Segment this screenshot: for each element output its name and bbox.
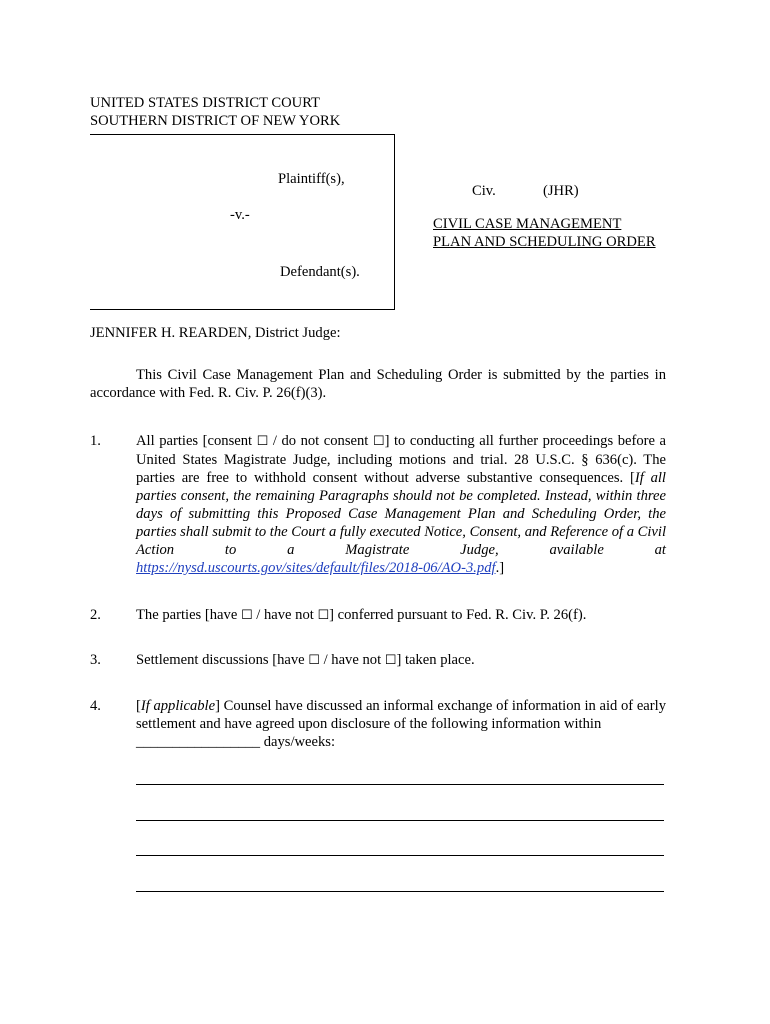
p4-open: [ <box>136 698 141 714</box>
judge-line: JENNIFER H. REARDEN, District Judge: <box>90 325 341 341</box>
days-blank-field[interactable]: _________________ <box>136 734 261 750</box>
p3-text-a: Settlement discussions [have <box>136 652 309 668</box>
p2-text-c: ] conferred pursuant to Fed. R. Civ. P. 26(f). <box>329 607 587 623</box>
paragraph-number-4: 4. <box>90 698 101 714</box>
p4-days-label: days/weeks: <box>260 734 336 750</box>
p3-text-b: / have not <box>319 652 385 668</box>
paragraph-number-3: 3. <box>90 652 101 668</box>
paragraph-number-1: 1. <box>90 433 101 449</box>
versus-label: -v.- <box>230 207 250 223</box>
p1-end: .] <box>495 560 505 576</box>
paragraph-3 <box>136 651 666 670</box>
p1-text-a: All parties [consent <box>136 433 257 449</box>
consent-checkbox[interactable]: ☐ <box>256 434 269 449</box>
conferred-have-not-checkbox[interactable]: ☐ <box>317 608 330 623</box>
p1-text-c: ] to conducting all further proceedings before a United States Magistrate Judge, including motions and trial. 28 U.S.C. § 636(c). The parties are free to withhold consent without adverse substantive consequences. [ <box>136 433 666 486</box>
p2-text-a: The parties [have <box>136 607 241 623</box>
paragraph-4 <box>136 697 666 751</box>
p2-text-b: / have not <box>252 607 318 623</box>
p1-italic-note: If all parties consent, the remaining Paragraphs should not be completed. Instead, within three days of submitting this Proposed Case Management Plan and Scheduling Order, the parties shall submit to the Court a fully executed Notice, Consent, and Reference of a Civil Action to a Magistrate Judge, available at <box>136 470 667 558</box>
paragraph-2 <box>136 606 666 625</box>
settlement-have-not-checkbox[interactable]: ☐ <box>384 653 397 668</box>
plaintiff-label: Plaintiff(s), <box>278 171 345 187</box>
disclosure-blank-line-3[interactable] <box>136 855 664 856</box>
disclosure-blank-line-1[interactable] <box>136 784 664 785</box>
settlement-have-checkbox[interactable]: ☐ <box>308 653 320 668</box>
intro-paragraph: This Civil Case Management Plan and Scheduling Order is submitted by the parties in accordance with Fed. R. Civ. P. 26(f)(3). <box>90 367 666 401</box>
conferred-have-checkbox[interactable]: ☐ <box>240 608 253 623</box>
disclosure-blank-line-4[interactable] <box>136 891 664 892</box>
no-consent-checkbox[interactable]: ☐ <box>372 434 385 449</box>
p3-text-c: ] taken place. <box>396 652 475 668</box>
civ-label: Civ. <box>472 183 496 199</box>
court-name: UNITED STATES DISTRICT COURT <box>90 95 320 111</box>
ao3-form-link[interactable]: https://nysd.uscourts.gov/sites/default/files/2018-06/AO-3.pdf <box>136 560 496 576</box>
judge-code: (JHR) <box>543 183 579 199</box>
doc-title-line2: PLAN AND SCHEDULING ORDER <box>433 234 656 250</box>
p4-italic: If applicable <box>140 698 216 714</box>
disclosure-blank-line-2[interactable] <box>136 820 664 821</box>
defendant-label: Defendant(s). <box>280 264 360 280</box>
p1-text-b: / do not consent <box>268 433 373 449</box>
court-district: SOUTHERN DISTRICT OF NEW YORK <box>90 113 341 129</box>
doc-title-line1: CIVIL CASE MANAGEMENT <box>433 216 622 232</box>
paragraph-1 <box>136 432 666 577</box>
p4-text: ] Counsel have discussed an informal exchange of information in aid of early settlement and have agreed upon disclosure of the following information within <box>136 698 666 732</box>
paragraph-number-2: 2. <box>90 607 101 623</box>
